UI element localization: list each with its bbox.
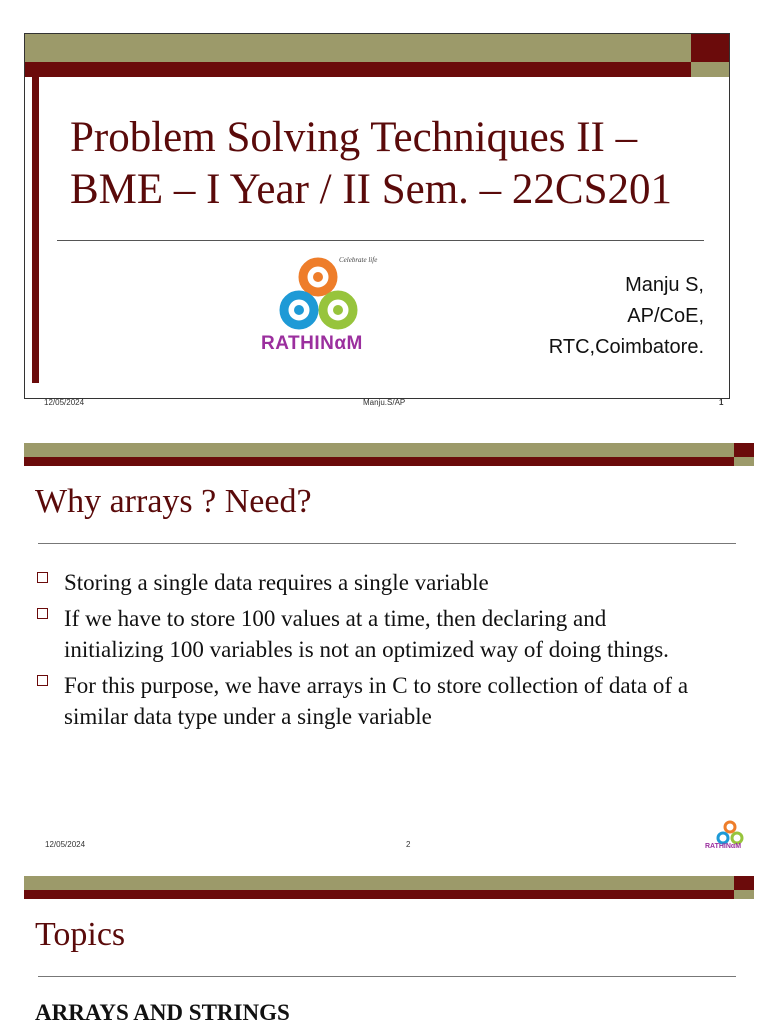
slide-2-header-square-maroon — [734, 443, 754, 457]
slide-1-side-bar — [32, 77, 39, 383]
slide-2-title: Why arrays ? Need? — [35, 483, 312, 520]
bullet-item — [36, 567, 696, 598]
slide-1-header-square-maroon — [691, 34, 729, 62]
slide-1-header-bar-olive — [25, 34, 691, 62]
square-bullet-icon — [37, 608, 48, 619]
bullet-text: For this purpose, we have arrays in C to store collection of data of a similar data type under a single variable — [64, 673, 689, 729]
slide-2-page-number: 2 — [406, 840, 411, 849]
bullet-text: If we have to store 100 values at a time, then declaring and initializing 100 variables is not an optimized way of doing things. — [64, 606, 669, 662]
title-line-1: Problem Solving Techniques II – — [70, 114, 638, 161]
bullet-item — [36, 670, 696, 732]
logo-tagline: Celebrate life — [339, 256, 378, 264]
author-role: AP/CoE, — [627, 305, 704, 327]
logo-wordmark-small: RATHINαM — [705, 843, 742, 850]
logo-wordmark: RATHINαM — [261, 333, 363, 354]
slide-1-header-square-olive — [691, 62, 729, 77]
square-bullet-icon — [37, 675, 48, 686]
slide-3-header-bar-olive — [24, 876, 734, 890]
slide-1-title — [70, 112, 710, 216]
slide-1-divider — [57, 240, 704, 241]
slide-1-header-bar-maroon — [25, 62, 691, 77]
slide-2-bullet-list — [36, 567, 696, 737]
slide-1-page-number: 1 — [719, 398, 724, 407]
bullet-text: Storing a single data requires a single variable — [64, 570, 489, 595]
title-line-2: BME – I Year / II Sem. – 22CS201 — [70, 166, 673, 213]
slide-2-footer-date: 12/05/2024 — [45, 840, 86, 849]
rathinam-logo-small — [704, 820, 758, 854]
bullet-item — [36, 603, 696, 665]
slide-2-header-bar-maroon — [24, 457, 734, 466]
slide-3-header-bar-maroon — [24, 890, 734, 899]
slide-3-section-heading: ARRAYS AND STRINGS — [35, 1000, 290, 1025]
slide-3-divider — [38, 976, 736, 977]
author-block — [549, 270, 704, 363]
slide-1-footer-date: 12/05/2024 — [44, 398, 85, 407]
slide-3-header-square-maroon — [734, 876, 754, 890]
rathinam-logo — [255, 252, 385, 358]
slide-1-footer-author: Manju.S/AP — [363, 398, 406, 407]
author-org: RTC,Coimbatore. — [548, 336, 704, 358]
slide-3-header-square-olive — [734, 890, 754, 899]
slide-3-title: Topics — [35, 916, 126, 953]
author-name: Manju S, — [625, 274, 704, 296]
slide-2-divider — [38, 543, 736, 544]
square-bullet-icon — [37, 572, 48, 583]
slide-2-header-square-olive — [734, 457, 754, 466]
slide-2-header-bar-olive — [24, 443, 734, 457]
